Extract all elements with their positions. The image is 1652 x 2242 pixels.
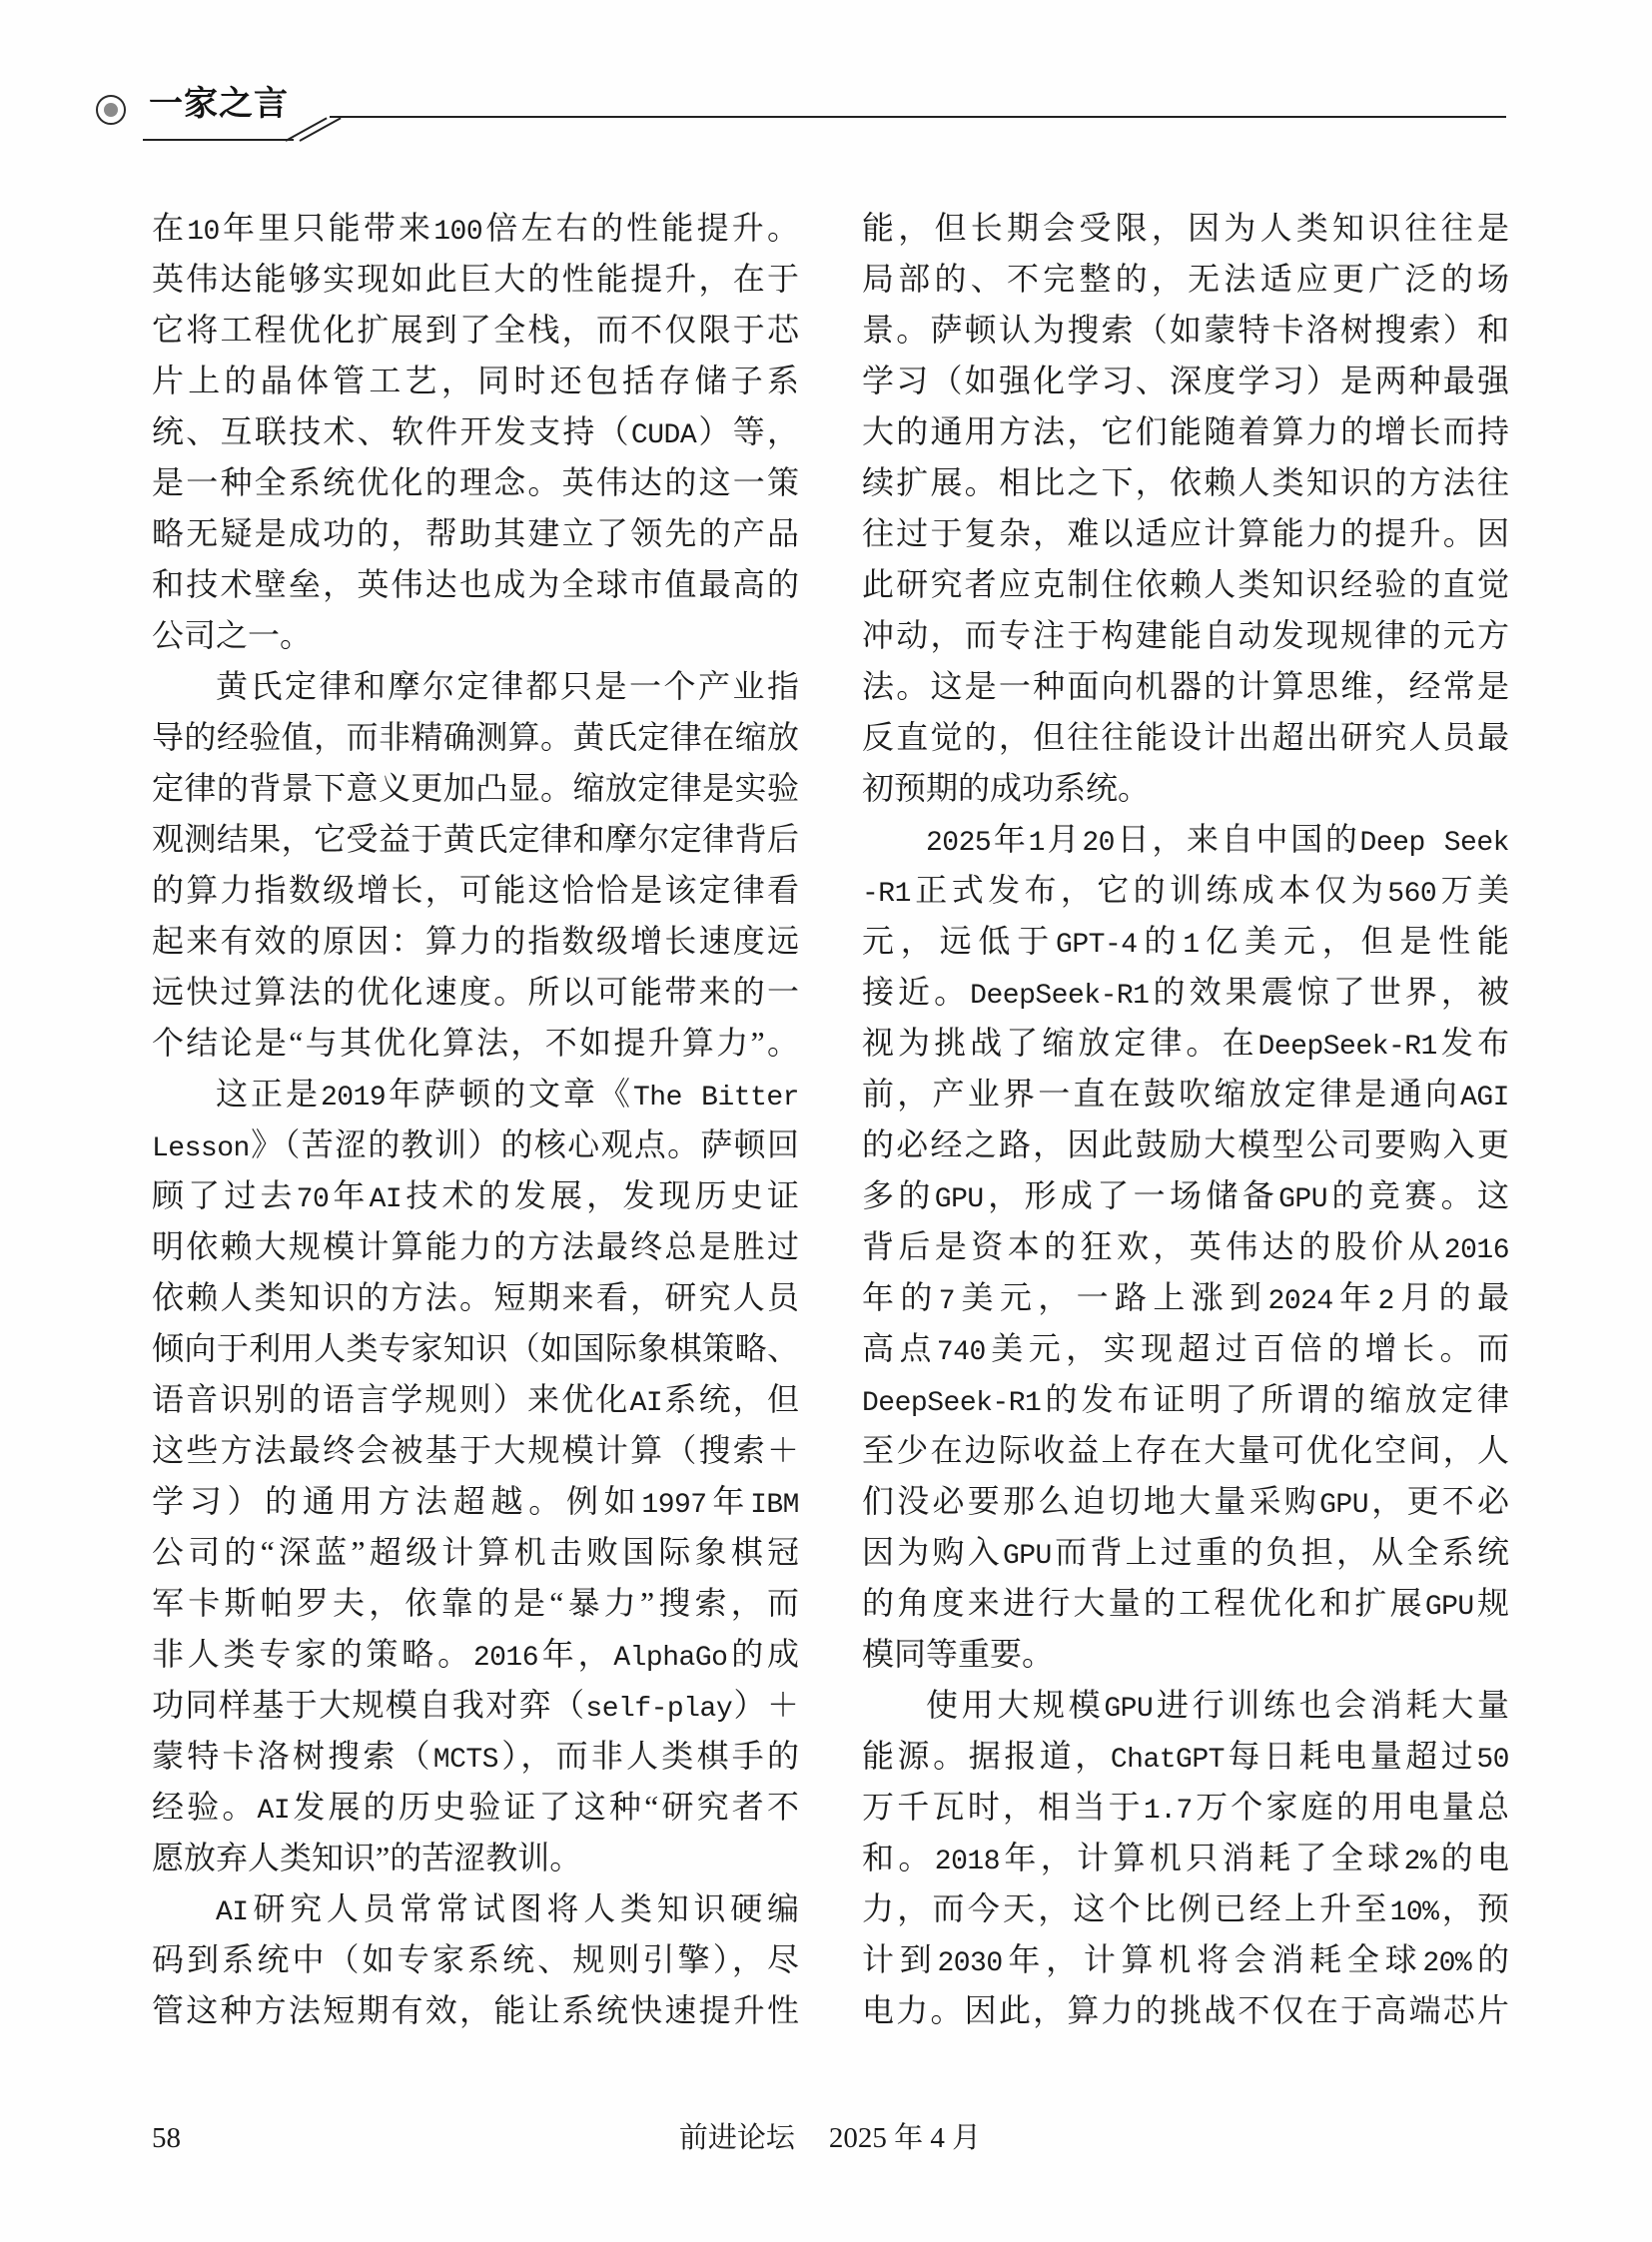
text-line: 倾向于利用人类专家知识（如国际象棋策略、 xyxy=(152,1330,799,1366)
text-line: 观测结果，它受益于黄氏定律和摩尔定律背后 xyxy=(152,821,799,857)
latin-text: 100 xyxy=(433,217,483,248)
latin-text: 2016 xyxy=(472,1643,539,1674)
text-line: 视为挑战了缩放定律。在DeepSeek-R1发布 xyxy=(862,1025,1509,1063)
latin-text: DeepSeek-R1 xyxy=(970,981,1150,1012)
latin-text: 2018 xyxy=(934,1847,1000,1877)
text-line: 接近。DeepSeek-R1的效果震惊了世界，被 xyxy=(862,974,1509,1012)
latin-text: 7 xyxy=(938,1286,956,1317)
latin-text: 1997 xyxy=(641,1490,707,1521)
text-line: 码到系统中（如专家系统、规则引擎），尽 xyxy=(152,1941,799,1977)
latin-text: 70 xyxy=(296,1184,330,1215)
latin-text: Deep Seek xyxy=(1359,828,1509,859)
latin-text: 20 xyxy=(1082,828,1115,859)
text-line: 个结论是“与其优化算法，不如提升算力”。 xyxy=(152,1025,799,1061)
text-line: 的算力指数级增长，可能这恰恰是该定律看 xyxy=(152,872,799,908)
text-line: 们没必要那么迫切地大量采购GPU，更不必 xyxy=(862,1483,1509,1521)
text-line: 因为购入GPU而背上过重的负担，从全系统 xyxy=(862,1534,1509,1572)
latin-text: 20% xyxy=(1422,1948,1472,1979)
section-title: 一家之言 xyxy=(149,86,289,123)
text-line: 使用大规模GPU进行训练也会消耗大量 xyxy=(926,1687,1509,1725)
text-line: 远快过算法的优化速度。所以可能带来的一 xyxy=(152,974,799,1010)
text-line: 语音识别的语言学规则）来优化AI系统，但 xyxy=(152,1381,799,1419)
text-line: 年的7美元，一路上涨到2024年2月的最 xyxy=(862,1279,1509,1317)
latin-text: DeepSeek-R1 xyxy=(862,1388,1042,1419)
header-rule-short xyxy=(143,139,294,141)
text-line: 非人类专家的策略。2016年，AlphaGo的成 xyxy=(152,1636,799,1674)
issue-date: 2025 年 4 月 xyxy=(828,2122,982,2154)
text-line: 2025年1月20日，来自中国的Deep Seek xyxy=(926,821,1509,859)
bullseye-dot xyxy=(104,103,118,117)
latin-text: DeepSeek-R1 xyxy=(1257,1032,1437,1063)
text-line: 军卡斯帕罗夫，依靠的是“暴力”搜索，而 xyxy=(152,1585,799,1621)
latin-text: The Bitter xyxy=(632,1083,799,1114)
latin-text: 2016 xyxy=(1443,1235,1509,1266)
text-line: 背后是资本的狂欢，英伟达的股价从2016 xyxy=(862,1228,1509,1266)
latin-text: 2% xyxy=(1403,1847,1437,1877)
text-line: 的角度来进行大量的工程优化和扩展GPU规 xyxy=(862,1585,1509,1623)
latin-text: ChatGPT xyxy=(1110,1745,1225,1776)
text-line: 这些方法最终会被基于大规模计算（搜索＋ xyxy=(152,1432,799,1468)
text-line: 能源。据报道，ChatGPT每日耗电量超过50 xyxy=(862,1738,1509,1776)
latin-text: -R1 xyxy=(862,879,911,910)
text-line: 的必经之路，因此鼓励大模型公司要购入更 xyxy=(862,1126,1509,1162)
text-line: 电力。因此，算力的挑战不仅在于高端芯片 xyxy=(862,1992,1509,2028)
text-line: 公司之一。 xyxy=(152,617,313,653)
latin-text: self-play xyxy=(585,1694,733,1725)
text-line: 依赖人类知识的方法。短期来看，研究人员 xyxy=(152,1279,799,1315)
text-line: 反直觉的，但往往能设计出超出研究人员最 xyxy=(862,719,1509,755)
text-line: 和。2018年，计算机只消耗了全球2%的电 xyxy=(862,1840,1509,1877)
text-line: 多的GPU，形成了一场储备GPU的竞赛。这 xyxy=(862,1177,1509,1215)
text-line: 此研究者应克制住依赖人类知识经验的直觉 xyxy=(862,566,1509,602)
text-line: 管这种方法短期有效，能让系统快速提升性 xyxy=(152,1992,799,2028)
latin-text: AI xyxy=(216,1897,249,1928)
text-line: 能，但长期会受限，因为人类知识往往是 xyxy=(862,210,1509,246)
text-line: 顾了过去70年AI技术的发展，发现历史证 xyxy=(152,1177,799,1215)
text-line: 学习）的通用方法超越。例如1997年IBM xyxy=(152,1483,799,1521)
latin-text: AGI xyxy=(1460,1083,1509,1114)
text-line: 起来有效的原因：算力的指数级增长速度远 xyxy=(152,923,799,959)
latin-text: 2025 xyxy=(926,828,992,859)
latin-text: AI xyxy=(369,1184,403,1215)
text-line: 冲动，而专注于构建能自动发现规律的元方 xyxy=(862,617,1509,653)
latin-text: Lesson xyxy=(152,1133,250,1164)
text-line: 黄氏定律和摩尔定律都只是一个产业指 xyxy=(216,668,799,704)
text-line: AI研究人员常常试图将人类知识硬编 xyxy=(216,1890,799,1928)
text-line: 明依赖大规模计算能力的方法最终总是胜过 xyxy=(152,1228,799,1264)
latin-text: GPU xyxy=(1424,1592,1474,1623)
text-line: 蒙特卡洛树搜索（MCTS），而非人类棋手的 xyxy=(152,1738,799,1776)
text-line: 功同样基于大规模自我对弈（self-play）＋ xyxy=(152,1687,799,1725)
text-line: 法。这是一种面向机器的计算思维，经常是 xyxy=(862,668,1509,704)
text-line: 是一种全系统优化的理念。英伟达的这一策 xyxy=(152,464,799,500)
latin-text: GPT-4 xyxy=(1056,930,1138,961)
latin-text: AlphaGo xyxy=(613,1643,728,1674)
text-line: 往过于复杂，难以适应计算能力的提升。因 xyxy=(862,515,1509,551)
latin-text: 10 xyxy=(187,217,220,248)
text-line: 导的经验值，而非精确测算。黄氏定律在缩放 xyxy=(152,719,799,755)
text-line: 前，产业界一直在鼓吹缩放定律是通向AGI xyxy=(862,1076,1509,1114)
latin-text: CUDA xyxy=(630,420,697,451)
latin-text: 2 xyxy=(1377,1286,1394,1317)
text-line: 续扩展。相比之下，依赖人类知识的方法往 xyxy=(862,464,1509,500)
latin-text: 1 xyxy=(1183,930,1200,961)
latin-text: 2019 xyxy=(320,1083,387,1114)
journal-name: 前进论坛 xyxy=(678,2122,795,2154)
footer-journal-line xyxy=(152,2115,1508,2161)
text-line: 和技术壁垒，英伟达也成为全球市值最高的 xyxy=(152,566,799,602)
text-line: 至少在边际收益上存在大量可优化空间，人 xyxy=(862,1432,1509,1468)
text-line: 元，远低于GPT-4的1亿美元，但是性能 xyxy=(862,923,1509,961)
latin-text: GPU xyxy=(1002,1541,1052,1572)
latin-text: GPU xyxy=(1278,1184,1328,1215)
bullseye-icon xyxy=(96,95,126,125)
right-text-column xyxy=(862,203,1509,2040)
latin-text: AI xyxy=(629,1388,663,1419)
latin-text: IBM xyxy=(750,1490,799,1521)
text-line: 初预期的成功系统。 xyxy=(862,770,1151,806)
text-line: 它将工程优化扩展到了全栈，而不仅限于芯 xyxy=(152,312,799,348)
text-line: -R1正式发布，它的训练成本仅为560万美 xyxy=(862,872,1509,910)
text-line: 公司的“深蓝”超级计算机击败国际象棋冠 xyxy=(152,1534,799,1570)
text-line: DeepSeek-R1的发布证明了所谓的缩放定律 xyxy=(862,1381,1509,1419)
text-line: 经验。AI发展的历史验证了这种“研究者不 xyxy=(152,1789,799,1827)
text-line: 片上的晶体管工艺，同时还包括存储子系 xyxy=(152,363,799,398)
latin-text: MCTS xyxy=(432,1745,498,1776)
text-line: 景。萨顿认为搜索（如蒙特卡洛树搜索）和 xyxy=(862,312,1509,348)
latin-text: 740 xyxy=(936,1337,986,1368)
text-line: 力，而今天，这个比例已经上升至10%，预 xyxy=(862,1890,1509,1928)
text-line: 在10年里只能带来100倍左右的性能提升。 xyxy=(152,210,799,248)
header-rule-long xyxy=(330,116,1506,118)
latin-text: 1.7 xyxy=(1143,1796,1193,1827)
text-line: 略无疑是成功的，帮助其建立了领先的产品 xyxy=(152,515,799,551)
text-line: 愿放弃人类知识”的苦涩教训。 xyxy=(152,1840,582,1875)
text-line: 英伟达能够实现如此巨大的性能提升，在于 xyxy=(152,261,799,297)
text-line: 万千瓦时，相当于1.7万个家庭的用电量总 xyxy=(862,1789,1509,1827)
latin-text: 10% xyxy=(1389,1897,1439,1928)
left-text-column xyxy=(152,203,799,2040)
text-line: 学习（如强化学习、深度学习）是两种最强 xyxy=(862,363,1509,398)
latin-text: GPU xyxy=(934,1184,984,1215)
text-line: 模同等重要。 xyxy=(862,1636,1055,1672)
page-footer xyxy=(152,2115,1508,2161)
latin-text: 2030 xyxy=(937,1948,1003,1979)
text-line: 高点740美元，实现超过百倍的增长。而 xyxy=(862,1330,1509,1368)
latin-text: GPU xyxy=(1319,1490,1369,1521)
page-number: 58 xyxy=(152,2122,181,2154)
text-line: 这正是2019年萨顿的文章《The Bitter xyxy=(216,1076,799,1114)
latin-text: AI xyxy=(257,1796,291,1827)
latin-text: GPU xyxy=(1104,1694,1154,1725)
text-line: 大的通用方法，它们能随着算力的增长而持 xyxy=(862,413,1509,449)
latin-text: 50 xyxy=(1476,1745,1509,1776)
text-line: 统、互联技术、软件开发支持（CUDA）等， xyxy=(152,413,799,451)
text-line: 计到2030年，计算机将会消耗全球20%的 xyxy=(862,1941,1509,1979)
text-line: 定律的背景下意义更加凸显。缩放定律是实验 xyxy=(152,770,799,806)
text-line: 局部的、不完整的，无法适应更广泛的场 xyxy=(862,261,1509,297)
text-line: Lesson》（苦涩的教训）的核心观点。萨顿回 xyxy=(152,1126,799,1164)
latin-text: 560 xyxy=(1387,879,1437,910)
latin-text: 2024 xyxy=(1267,1286,1333,1317)
latin-text: 1 xyxy=(1028,828,1045,859)
